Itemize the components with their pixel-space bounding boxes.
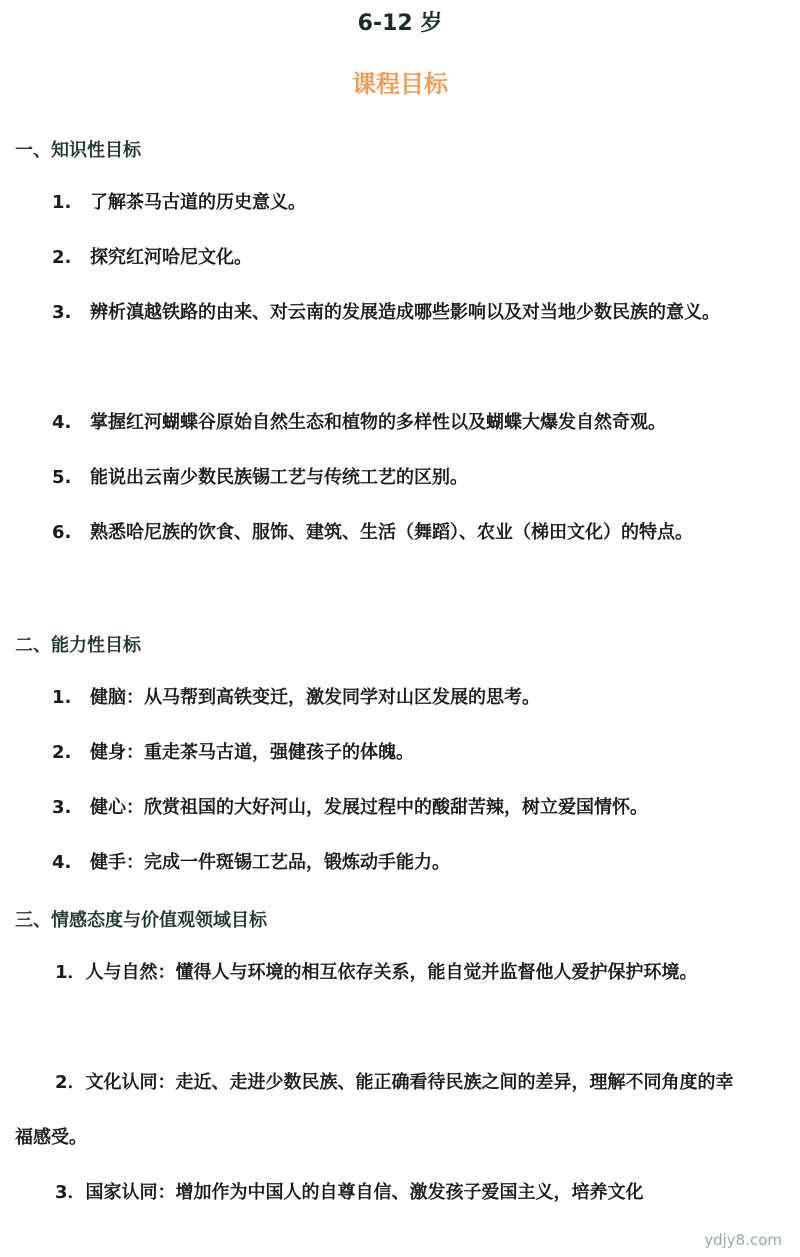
- list-item-text: 熟悉哈尼族的饮食、服饰、建筑、生活（舞蹈）、农业（梯田文化）的特点。: [90, 522, 693, 543]
- section-heading-ability: 二、能力性目标: [15, 635, 141, 656]
- list-item: [52, 175, 772, 230]
- list-item-text: 健脑：从马帮到高铁变迁，激发同学对山区发展的思考。: [90, 687, 540, 708]
- list-item-number: 2.: [52, 247, 72, 268]
- list-item-number: 4.: [52, 412, 72, 433]
- page-title: 课程目标: [352, 70, 448, 98]
- age-range-heading: 6-12 岁: [357, 11, 443, 36]
- list-item: [52, 780, 772, 835]
- paragraph-item: 3．国家认同：增加作为中国人的自尊自信、激发孩子爱国主义，培养文化: [55, 1182, 644, 1203]
- list-item-text: 健身：重走茶马古道，强健孩子的体魄。: [90, 742, 414, 763]
- list-item-text: 辨析滇越铁路的由来、对云南的发展造成哪些影响以及对当地少数民族的意义。: [90, 302, 720, 323]
- list-item: [52, 230, 772, 285]
- list-item-text: 探究红河哈尼文化。: [90, 247, 252, 268]
- list-item: [52, 450, 772, 505]
- list-item: [52, 505, 772, 560]
- list-item-number: 6.: [52, 522, 72, 543]
- list-item-number: 3.: [52, 797, 72, 818]
- list-item-number: 2.: [52, 742, 72, 763]
- list-item-text: 能说出云南少数民族锡工艺与传统工艺的区别。: [90, 467, 468, 488]
- list-item-number: 4.: [52, 852, 72, 873]
- list-item: [52, 670, 772, 725]
- list-item-number: 1.: [52, 192, 72, 213]
- list-item: [52, 395, 772, 450]
- watermark: ydjy8.com: [704, 1231, 782, 1249]
- list-item: [52, 725, 772, 780]
- list-item: [52, 835, 772, 890]
- list-item-text: 健手：完成一件斑锡工艺品，锻炼动手能力。: [90, 852, 450, 873]
- list-item-number: 3.: [52, 302, 72, 323]
- list-item-text: 了解茶马古道的历史意义。: [90, 192, 306, 213]
- list-item-number: 5.: [52, 467, 72, 488]
- list-item-text: 掌握红河蝴蝶谷原始自然生态和植物的多样性以及蝴蝶大爆发自然奇观。: [90, 412, 666, 433]
- section-heading-knowledge: 一、知识性目标: [15, 140, 141, 161]
- list-item-text: 健心：欣赏祖国的大好河山，发展过程中的酸甜苦辣，树立爱国情怀。: [90, 797, 648, 818]
- list-item: [52, 285, 772, 340]
- paragraph-item: 2．文化认同：走近、走进少数民族、能正确看待民族之间的差异，理解不同角度的幸福感受。: [15, 1072, 734, 1148]
- list-item-number: 1.: [52, 687, 72, 708]
- section-heading-attitude: 三、情感态度与价值观领域目标: [15, 910, 267, 931]
- paragraph-item: 1．人与自然：懂得人与环境的相互依存关系，能自觉并监督他人爱护保护环境。: [55, 962, 698, 983]
